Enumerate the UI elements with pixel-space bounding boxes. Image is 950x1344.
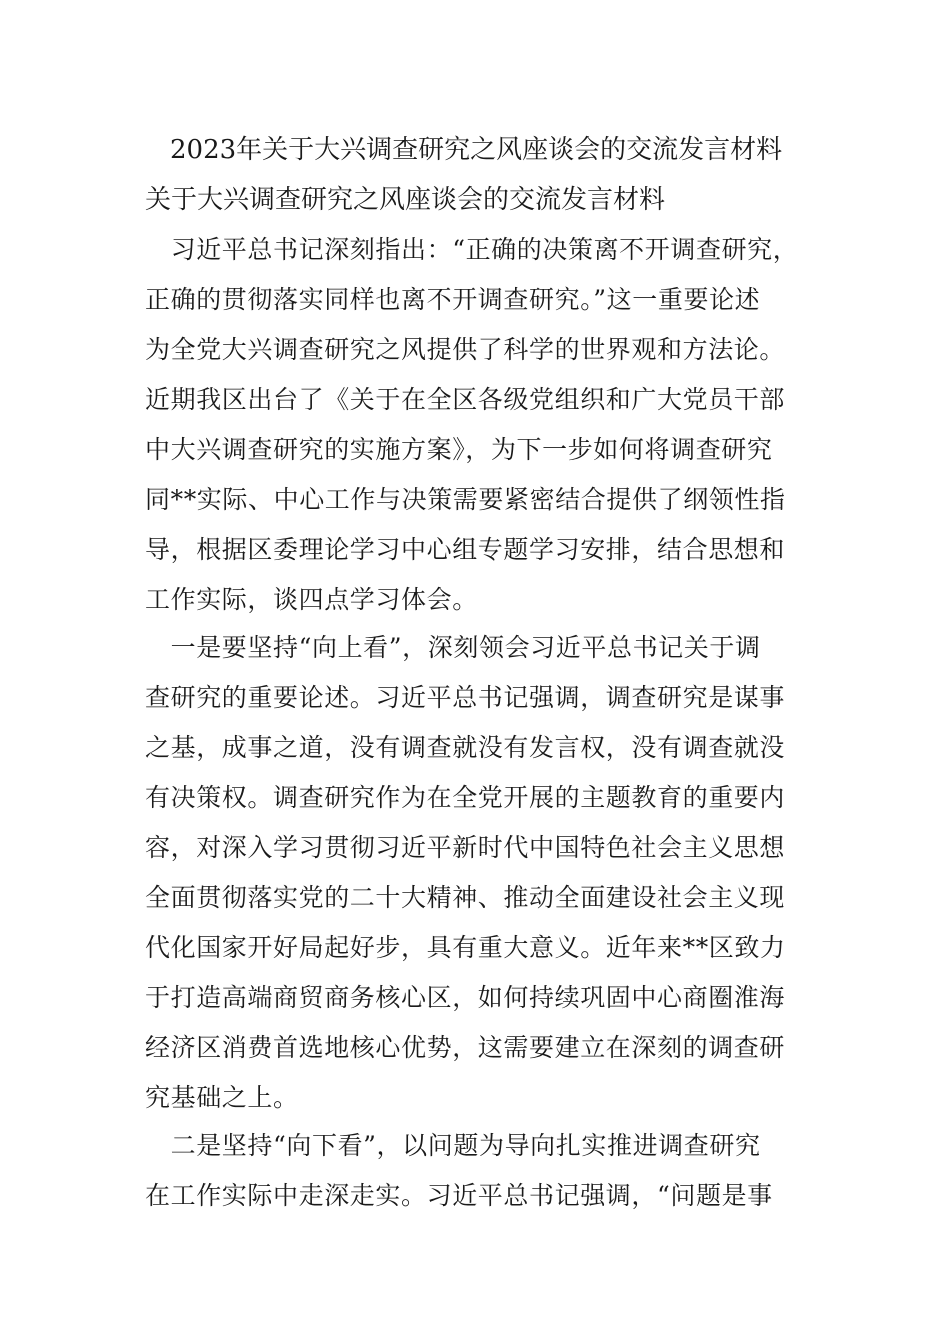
document-subtitle: 关于大兴调查研究之风座谈会的交流发言材料 [145, 185, 666, 215]
body-line: 之基，成事之道，没有调查就没有发言权，没有调查就没 [145, 733, 786, 762]
body-line: 经济区消费首选地核心优势，这需要建立在深刻的调查研 [145, 1033, 786, 1062]
body-line: 在工作实际中走深走实。习近平总书记强调，“问题是事 [145, 1181, 773, 1210]
body-line: 二是坚持“向下看”，以问题为导向扎实推进调查研究 [145, 1131, 761, 1160]
body-line: 全面贯彻落实党的二十大精神、推动全面建设社会主义现 [145, 883, 786, 912]
body-line: 查研究的重要论述。习近平总书记强调，调查研究是谋事 [145, 683, 786, 712]
body-line: 近期我区出台了《关于在全区各级党组织和广大党员干部 [145, 385, 786, 414]
body-line: 工作实际，谈四点学习体会。 [145, 585, 478, 614]
body-line: 习近平总书记深刻指出：“正确的决策离不开调查研究， [145, 235, 799, 264]
body-line: 有决策权。调查研究作为在全党开展的主题教育的重要内 [145, 783, 786, 812]
document-title: 2023年关于大兴调查研究之风座谈会的交流发言材料 [170, 135, 783, 165]
body-line: 代化国家开好局起好步，具有重大意义。近年来**区致力 [145, 933, 786, 962]
body-line: 同**实际、中心工作与决策需要紧密结合提供了纲领性指 [145, 485, 786, 514]
body-line: 正确的贯彻落实同样也离不开调查研究。”这一重要论述 [145, 285, 761, 314]
body-line: 中大兴调查研究的实施方案》，为下一步如何将调查研究 [145, 435, 773, 464]
body-line: 于打造高端商贸商务核心区，如何持续巩固中心商圈淮海 [145, 983, 786, 1012]
body-line: 为全党大兴调查研究之风提供了科学的世界观和方法论。 [145, 335, 786, 364]
body-line: 导，根据区委理论学习中心组专题学习安排，结合思想和 [145, 535, 786, 564]
body-line: 一是要坚持“向上看”，深刻领会习近平总书记关于调 [145, 633, 761, 662]
body-line: 容，对深入学习贯彻习近平新时代中国特色社会主义思想 [145, 833, 786, 862]
body-line: 究基础之上。 [145, 1083, 299, 1112]
